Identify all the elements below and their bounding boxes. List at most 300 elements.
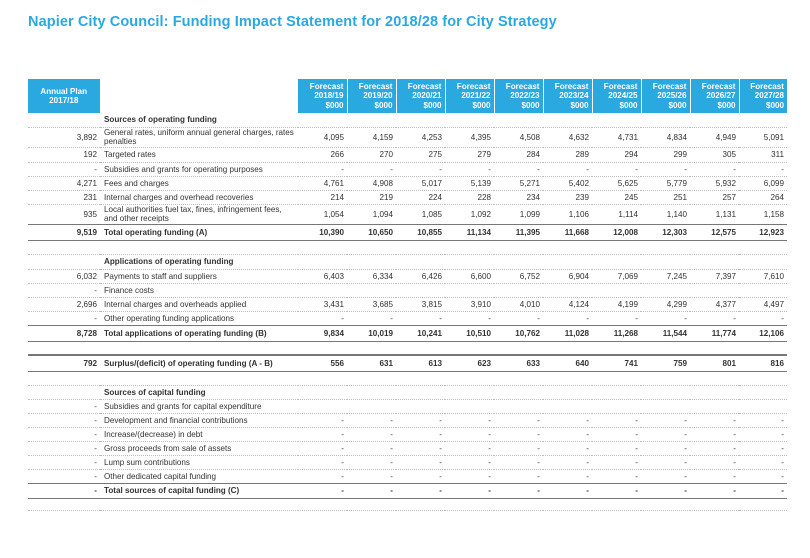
row-label: Internal charges and overhead recoveries xyxy=(100,190,298,204)
row-label: Total sources of capital funding (C) xyxy=(100,483,298,498)
forecast-value-cell: 214 xyxy=(298,190,347,204)
forecast-value-cell: - xyxy=(396,162,445,176)
forecast-header xyxy=(690,79,739,113)
forecast-header-line: $000 xyxy=(619,100,638,110)
table-header-row xyxy=(28,79,787,113)
forecast-value-cell: 245 xyxy=(592,190,641,204)
annual-plan-header-line: 2017/18 xyxy=(49,96,79,105)
forecast-header-line: $000 xyxy=(570,100,589,110)
forecast-value-cell xyxy=(739,283,787,297)
row-label: Local authorities fuel tax, fines, infringement fees, and other receipts xyxy=(100,204,298,224)
forecast-value-cell: 3,431 xyxy=(298,297,347,311)
annual-plan-cell: - xyxy=(28,441,100,455)
table-row xyxy=(28,297,787,311)
annual-plan-header-line: Annual Plan xyxy=(40,86,88,96)
annual-plan-cell: - xyxy=(28,427,100,441)
total-row xyxy=(28,483,787,498)
forecast-value-cell: 12,303 xyxy=(641,224,690,240)
forecast-value-cell: - xyxy=(347,441,396,455)
forecast-value-cell: - xyxy=(543,427,592,441)
forecast-value-cell: 10,390 xyxy=(298,224,347,240)
forecast-value-cell: 10,510 xyxy=(445,325,494,341)
forecast-value-cell: - xyxy=(396,427,445,441)
forecast-value-cell: 5,139 xyxy=(445,176,494,190)
spacer-row xyxy=(28,371,787,385)
forecast-value-cell: - xyxy=(494,483,543,498)
forecast-header xyxy=(641,79,690,113)
forecast-value-cell: 5,932 xyxy=(690,176,739,190)
forecast-value-cell: 4,010 xyxy=(494,297,543,311)
forecast-value-cell: - xyxy=(494,413,543,427)
forecast-value-cell: 219 xyxy=(347,190,396,204)
annual-plan-cell: - xyxy=(28,469,100,483)
forecast-header xyxy=(543,79,592,113)
forecast-value-cell: 3,815 xyxy=(396,297,445,311)
annual-plan-cell xyxy=(28,385,100,399)
forecast-header xyxy=(298,79,347,113)
forecast-value-cell: - xyxy=(445,455,494,469)
forecast-header-line: Forecast xyxy=(652,81,687,91)
forecast-header xyxy=(494,79,543,113)
forecast-value-cell: - xyxy=(543,413,592,427)
forecast-value-cell xyxy=(396,399,445,413)
forecast-value-cell: - xyxy=(641,455,690,469)
forecast-value-cell: 11,134 xyxy=(445,224,494,240)
forecast-value-cell: - xyxy=(592,162,641,176)
forecast-header xyxy=(396,79,445,113)
forecast-value-cell: - xyxy=(445,483,494,498)
forecast-value-cell: - xyxy=(543,483,592,498)
forecast-value-cell: 11,028 xyxy=(543,325,592,341)
forecast-value-cell: 623 xyxy=(445,355,494,371)
forecast-value-cell: - xyxy=(445,413,494,427)
table-row xyxy=(28,147,787,162)
forecast-value-cell: - xyxy=(641,441,690,455)
forecast-value-cell: 633 xyxy=(494,355,543,371)
row-label: Other operating funding applications xyxy=(100,311,298,325)
forecast-value-cell: 1,114 xyxy=(592,204,641,224)
forecast-value-cell: - xyxy=(445,469,494,483)
forecast-value-cell: 266 xyxy=(298,147,347,162)
forecast-value-cell: 264 xyxy=(739,190,787,204)
forecast-value-cell: - xyxy=(298,311,347,325)
row-label: Targeted rates xyxy=(100,147,298,162)
forecast-value-cell: - xyxy=(347,162,396,176)
forecast-header xyxy=(739,79,787,113)
forecast-value-cell: - xyxy=(592,311,641,325)
forecast-header-line: 2023/24 xyxy=(559,91,589,101)
table-row xyxy=(28,455,787,469)
row-label: Internal charges and overheads applied xyxy=(100,297,298,311)
forecast-header-line: 2026/27 xyxy=(706,91,736,101)
forecast-value-cell: 4,299 xyxy=(641,297,690,311)
forecast-value-cell: 12,575 xyxy=(690,224,739,240)
forecast-value-cell: - xyxy=(347,469,396,483)
row-label: Total operating funding (A) xyxy=(100,224,298,240)
forecast-value-cell: - xyxy=(641,483,690,498)
forecast-header-line: Forecast xyxy=(358,81,393,91)
forecast-value-cell: 4,949 xyxy=(690,127,739,147)
forecast-value-cell xyxy=(445,399,494,413)
forecast-value-cell: 4,124 xyxy=(543,297,592,311)
forecast-value-cell: 7,610 xyxy=(739,269,787,283)
forecast-value-cell xyxy=(690,399,739,413)
forecast-value-cell: 5,017 xyxy=(396,176,445,190)
section-heading-row xyxy=(28,254,787,269)
forecast-value-cell: 10,019 xyxy=(347,325,396,341)
forecast-value-cell: 816 xyxy=(739,355,787,371)
forecast-header-line: Forecast xyxy=(309,81,344,91)
forecast-value-cell: 4,395 xyxy=(445,127,494,147)
forecast-value-cell: - xyxy=(347,311,396,325)
forecast-value-cell: 12,106 xyxy=(739,325,787,341)
forecast-value-cell: - xyxy=(396,483,445,498)
table-row xyxy=(28,127,787,147)
forecast-value-cell: 759 xyxy=(641,355,690,371)
forecast-value-cell: - xyxy=(690,483,739,498)
forecast-value-cell: 6,334 xyxy=(347,269,396,283)
forecast-value-cell: 10,650 xyxy=(347,224,396,240)
forecast-value-cell: - xyxy=(396,413,445,427)
forecast-value-cell: 613 xyxy=(396,355,445,371)
forecast-value-cell: - xyxy=(494,469,543,483)
forecast-value-cell: 4,199 xyxy=(592,297,641,311)
forecast-value-cell: - xyxy=(592,427,641,441)
forecast-value-cell: 556 xyxy=(298,355,347,371)
spacer-cell xyxy=(28,371,787,385)
forecast-header-line: Forecast xyxy=(456,81,491,91)
forecast-value-cell: 1,085 xyxy=(396,204,445,224)
forecast-value-cell xyxy=(641,399,690,413)
forecast-header-line: Forecast xyxy=(750,81,784,91)
forecast-value-cell: - xyxy=(739,469,787,483)
page-title: Napier City Council: Funding Impact Statement for 2018/28 for City Strategy xyxy=(28,14,557,30)
annual-plan-cell: - xyxy=(28,311,100,325)
forecast-value-cell: - xyxy=(543,311,592,325)
forecast-header-line: Forecast xyxy=(554,81,589,91)
forecast-value-cell: - xyxy=(347,455,396,469)
table-row xyxy=(28,311,787,325)
forecast-value-cell: - xyxy=(641,427,690,441)
forecast-value-cell: 1,106 xyxy=(543,204,592,224)
forecast-value-cell: 801 xyxy=(690,355,739,371)
forecast-value-cell: - xyxy=(494,427,543,441)
table-row xyxy=(28,469,787,483)
forecast-value-cell: 3,685 xyxy=(347,297,396,311)
annual-plan-cell: 9,519 xyxy=(28,224,100,240)
forecast-header-line: $000 xyxy=(423,100,442,110)
forecast-value-cell: 4,508 xyxy=(494,127,543,147)
forecast-value-cell: 1,140 xyxy=(641,204,690,224)
spacer-row xyxy=(28,498,787,510)
forecast-value-cell: 1,094 xyxy=(347,204,396,224)
annual-plan-cell: 6,032 xyxy=(28,269,100,283)
forecast-value-cell: - xyxy=(690,311,739,325)
forecast-value-cell: 10,241 xyxy=(396,325,445,341)
forecast-value-cell: 4,253 xyxy=(396,127,445,147)
forecast-value-cell: - xyxy=(641,162,690,176)
forecast-value-cell xyxy=(543,399,592,413)
table-row xyxy=(28,283,787,297)
forecast-value-cell: 6,426 xyxy=(396,269,445,283)
forecast-header-line: $000 xyxy=(717,100,736,110)
forecast-value-cell xyxy=(494,283,543,297)
forecast-value-cell: - xyxy=(494,455,543,469)
forecast-value-cell: 4,834 xyxy=(641,127,690,147)
table-row xyxy=(28,190,787,204)
forecast-value-cell: - xyxy=(690,413,739,427)
forecast-value-cell: - xyxy=(298,441,347,455)
forecast-value-cell: - xyxy=(445,162,494,176)
forecast-value-cell: 239 xyxy=(543,190,592,204)
forecast-value-cell: - xyxy=(739,483,787,498)
forecast-value-cell: - xyxy=(347,413,396,427)
forecast-value-cell: 6,099 xyxy=(739,176,787,190)
section-heading: Sources of operating funding xyxy=(100,113,787,127)
forecast-header xyxy=(347,79,396,113)
annual-plan-cell: 8,728 xyxy=(28,325,100,341)
forecast-value-cell: - xyxy=(396,441,445,455)
forecast-value-cell: 4,731 xyxy=(592,127,641,147)
row-label: Surplus/(deficit) of operating funding (A - B) xyxy=(100,355,298,371)
forecast-value-cell: - xyxy=(494,441,543,455)
row-label: Development and financial contributions xyxy=(100,413,298,427)
forecast-value-cell: 11,395 xyxy=(494,224,543,240)
forecast-value-cell xyxy=(592,283,641,297)
spacer-cell xyxy=(28,240,787,254)
forecast-value-cell: 5,091 xyxy=(739,127,787,147)
forecast-value-cell: - xyxy=(396,455,445,469)
forecast-header-line: Forecast xyxy=(407,81,442,91)
forecast-header-line: 2019/20 xyxy=(363,91,393,101)
spacer-row xyxy=(28,240,787,254)
forecast-value-cell: 279 xyxy=(445,147,494,162)
forecast-value-cell: 7,069 xyxy=(592,269,641,283)
forecast-value-cell: - xyxy=(690,162,739,176)
forecast-header-line: $000 xyxy=(325,100,344,110)
forecast-header-line: $000 xyxy=(521,100,540,110)
forecast-value-cell: 6,403 xyxy=(298,269,347,283)
forecast-value-cell: - xyxy=(298,413,347,427)
table-row xyxy=(28,399,787,413)
forecast-value-cell: 1,092 xyxy=(445,204,494,224)
annual-plan-cell: 2,696 xyxy=(28,297,100,311)
forecast-header-line: 2027/28 xyxy=(754,91,784,101)
forecast-value-cell: 4,761 xyxy=(298,176,347,190)
forecast-value-cell: 6,904 xyxy=(543,269,592,283)
forecast-value-cell: 4,908 xyxy=(347,176,396,190)
forecast-value-cell: 6,600 xyxy=(445,269,494,283)
forecast-value-cell: - xyxy=(347,483,396,498)
forecast-value-cell xyxy=(396,283,445,297)
forecast-header-line: 2018/19 xyxy=(314,91,344,101)
forecast-header-line: $000 xyxy=(472,100,491,110)
forecast-value-cell: 12,923 xyxy=(739,224,787,240)
forecast-value-cell: 305 xyxy=(690,147,739,162)
forecast-value-cell: 7,245 xyxy=(641,269,690,283)
forecast-value-cell: 5,779 xyxy=(641,176,690,190)
annual-plan-cell xyxy=(28,113,100,127)
forecast-value-cell xyxy=(347,399,396,413)
forecast-header xyxy=(445,79,494,113)
forecast-value-cell: - xyxy=(739,455,787,469)
table-row xyxy=(28,427,787,441)
forecast-value-cell: 4,377 xyxy=(690,297,739,311)
spacer-cell xyxy=(28,498,787,510)
forecast-value-cell: - xyxy=(739,441,787,455)
forecast-header-line: $000 xyxy=(374,100,393,110)
forecast-value-cell: - xyxy=(298,483,347,498)
forecast-value-cell: - xyxy=(494,162,543,176)
forecast-value-cell: 1,158 xyxy=(739,204,787,224)
row-label: Increase/(decrease) in debt xyxy=(100,427,298,441)
forecast-value-cell xyxy=(543,283,592,297)
forecast-value-cell: 1,131 xyxy=(690,204,739,224)
annual-plan-header xyxy=(28,79,100,113)
forecast-value-cell: 11,668 xyxy=(543,224,592,240)
forecast-value-cell: - xyxy=(396,311,445,325)
row-label: Payments to staff and suppliers xyxy=(100,269,298,283)
forecast-value-cell: 5,402 xyxy=(543,176,592,190)
forecast-value-cell: - xyxy=(739,311,787,325)
table-row xyxy=(28,204,787,224)
forecast-value-cell: - xyxy=(543,455,592,469)
forecast-value-cell: 289 xyxy=(543,147,592,162)
section-heading-row xyxy=(28,113,787,127)
forecast-value-cell: - xyxy=(445,311,494,325)
table-row xyxy=(28,413,787,427)
forecast-value-cell: 10,855 xyxy=(396,224,445,240)
forecast-value-cell: 6,752 xyxy=(494,269,543,283)
forecast-header-line: 2020/21 xyxy=(412,91,442,101)
forecast-value-cell: - xyxy=(494,311,543,325)
forecast-header-line: 2025/26 xyxy=(657,91,687,101)
section-heading: Applications of operating funding xyxy=(100,254,787,269)
forecast-value-cell: 284 xyxy=(494,147,543,162)
row-label: Finance costs xyxy=(100,283,298,297)
forecast-value-cell: - xyxy=(592,441,641,455)
total-row xyxy=(28,224,787,240)
forecast-value-cell: 741 xyxy=(592,355,641,371)
annual-plan-cell: 792 xyxy=(28,355,100,371)
annual-plan-cell: - xyxy=(28,455,100,469)
annual-plan-cell: 192 xyxy=(28,147,100,162)
section-heading-row xyxy=(28,385,787,399)
row-label: Subsidies and grants for operating purposes xyxy=(100,162,298,176)
table-row xyxy=(28,162,787,176)
forecast-value-cell: 228 xyxy=(445,190,494,204)
forecast-value-cell: - xyxy=(543,162,592,176)
forecast-value-cell: - xyxy=(298,162,347,176)
forecast-value-cell: - xyxy=(592,413,641,427)
forecast-value-cell: 4,159 xyxy=(347,127,396,147)
table-body xyxy=(28,113,787,510)
forecast-value-cell: - xyxy=(739,427,787,441)
forecast-value-cell: 299 xyxy=(641,147,690,162)
forecast-value-cell: 270 xyxy=(347,147,396,162)
forecast-value-cell: 4,632 xyxy=(543,127,592,147)
forecast-value-cell: 9,834 xyxy=(298,325,347,341)
forecast-value-cell: - xyxy=(543,469,592,483)
forecast-value-cell xyxy=(298,399,347,413)
annual-plan-cell: - xyxy=(28,283,100,297)
forecast-value-cell: 640 xyxy=(543,355,592,371)
row-label: Other dedicated capital funding xyxy=(100,469,298,483)
forecast-value-cell: 294 xyxy=(592,147,641,162)
forecast-value-cell: - xyxy=(641,413,690,427)
forecast-value-cell: 12,008 xyxy=(592,224,641,240)
forecast-value-cell: 234 xyxy=(494,190,543,204)
forecast-value-cell: - xyxy=(690,427,739,441)
forecast-value-cell xyxy=(641,283,690,297)
annual-plan-cell: - xyxy=(28,413,100,427)
forecast-value-cell: - xyxy=(690,455,739,469)
annual-plan-cell: 231 xyxy=(28,190,100,204)
annual-plan-cell: - xyxy=(28,162,100,176)
forecast-value-cell: - xyxy=(543,441,592,455)
forecast-value-cell xyxy=(690,283,739,297)
annual-plan-cell: 3,892 xyxy=(28,127,100,147)
forecast-value-cell: - xyxy=(641,469,690,483)
forecast-header xyxy=(592,79,641,113)
forecast-value-cell: 311 xyxy=(739,147,787,162)
forecast-value-cell: 224 xyxy=(396,190,445,204)
forecast-value-cell: 11,774 xyxy=(690,325,739,341)
forecast-value-cell: 11,268 xyxy=(592,325,641,341)
total-row xyxy=(28,325,787,341)
forecast-value-cell xyxy=(298,283,347,297)
forecast-value-cell: - xyxy=(739,413,787,427)
forecast-value-cell xyxy=(494,399,543,413)
forecast-header-line: Forecast xyxy=(505,81,540,91)
forecast-value-cell: - xyxy=(396,469,445,483)
forecast-value-cell: - xyxy=(298,469,347,483)
spacer-row xyxy=(28,341,787,355)
row-label: General rates, uniform annual general charges, rates penalties xyxy=(100,127,298,147)
forecast-value-cell xyxy=(739,399,787,413)
forecast-value-cell: 251 xyxy=(641,190,690,204)
annual-plan-cell: 935 xyxy=(28,204,100,224)
row-label: Subsidies and grants for capital expenditure xyxy=(100,399,298,413)
forecast-value-cell xyxy=(347,283,396,297)
forecast-value-cell: 257 xyxy=(690,190,739,204)
table-row xyxy=(28,176,787,190)
forecast-value-cell: - xyxy=(739,162,787,176)
forecast-value-cell: - xyxy=(445,441,494,455)
forecast-value-cell: - xyxy=(592,483,641,498)
forecast-header-line: Forecast xyxy=(603,81,638,91)
spacer-cell xyxy=(28,341,787,355)
forecast-value-cell: - xyxy=(690,469,739,483)
forecast-value-cell: - xyxy=(298,455,347,469)
forecast-value-cell: - xyxy=(298,427,347,441)
row-label: Lump sum contributions xyxy=(100,455,298,469)
annual-plan-cell: - xyxy=(28,483,100,498)
row-label: Total applications of operating funding (B) xyxy=(100,325,298,341)
surplus-row xyxy=(28,355,787,371)
annual-plan-cell: 4,271 xyxy=(28,176,100,190)
row-label: Gross proceeds from sale of assets xyxy=(100,441,298,455)
forecast-value-cell: 631 xyxy=(347,355,396,371)
table-row xyxy=(28,269,787,283)
forecast-value-cell: - xyxy=(445,427,494,441)
forecast-value-cell: 10,762 xyxy=(494,325,543,341)
forecast-value-cell: 1,054 xyxy=(298,204,347,224)
forecast-value-cell: 4,095 xyxy=(298,127,347,147)
forecast-value-cell: - xyxy=(347,427,396,441)
forecast-value-cell xyxy=(592,399,641,413)
forecast-value-cell: 4,497 xyxy=(739,297,787,311)
